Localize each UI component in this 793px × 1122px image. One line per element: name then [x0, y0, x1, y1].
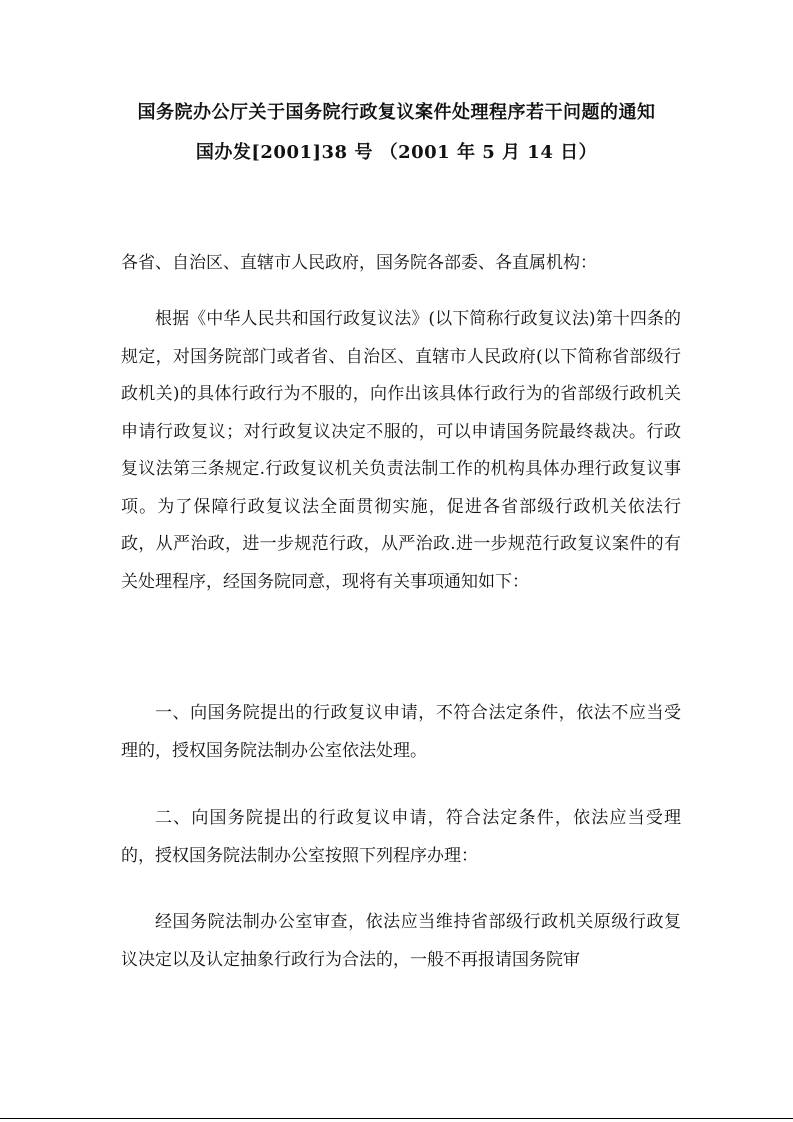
paragraph-item-one: 一、向国务院提出的行政复议申请，不符合法定条件，依法不应当受理的，授权国务院法制办公室依法处理。: [121, 703, 681, 761]
paragraph-review: 经国务院法制办公室审查，依法应当维持省部级行政机关原级行政复议决定以及认定抽象行政行为合法的，一般不再报请国务院审: [121, 912, 681, 970]
paragraph-item-two: 二、向国务院提出的行政复议申请，符合法定条件，依法应当受理的，授权国务院法制办公室按照下列程序办理：: [121, 808, 681, 866]
salutation: 各省、自治区、直辖市人民政府，国务院各部委、各直属机构：: [121, 253, 597, 273]
document-title: 国务院办公厅关于国务院行政复议案件处理程序若干问题的通知: [137, 102, 656, 123]
page-bottom-divider: [0, 1118, 793, 1119]
document-number: 国办发[2001]38 号 （2001 年 5 月 14 日）: [195, 142, 598, 163]
paragraph-intro: 根据《中华人民共和国行政复议法》(以下简称行政复议法)第十四条的规定，对国务院部门或者省、自治区、直辖市人民政府(以下简称省部级行政机关)的具体行政行为不服的，向作出该具体行政行为的省部级行政机关申请行政复议；对行政复议决定不服的，可以申请国务院最终裁决。行政复议法第三条规定.行政复议机关负责法制工作的机构具体办理行政复议事项。为了保障行政复议法全面贯彻实施，促进各省部级行政机关依法行政，从严治政，进一步规范行政，从严治政.进一步规范行政复议案件的有关处理程序，经国务院同意，现将有关事项通知如下：: [121, 309, 681, 592]
